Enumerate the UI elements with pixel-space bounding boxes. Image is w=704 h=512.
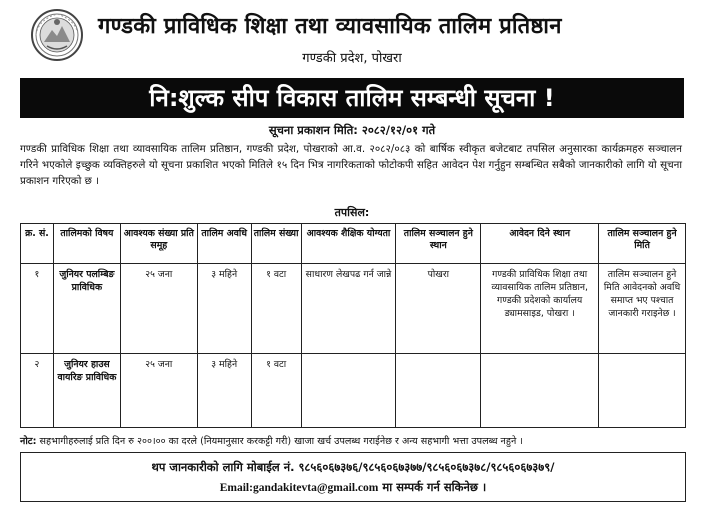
note-text: सहभागीहरुलाई प्रति दिन रु २००।०० का दरले (नियमानुसार करकट्टी गरी) खाजा खर्च उपलब्ध गराईनेछ र अन्य सहभागी भत्ता उपलब्ध नहुने । (36, 436, 523, 447)
apply-place-cell: गण्डकी प्राविधिक शिक्षा तथा व्यावसायिक तालिम प्रतिष्ठान, गण्डकी प्रदेशको कार्यालय ड्यामसाइड, पोखरा । (481, 264, 599, 354)
header-cell: आवश्यक संख्या प्रति समूह (120, 224, 197, 264)
header-cell: आवेदन दिने स्थान (481, 224, 599, 264)
details-heading: तपसिल: (334, 206, 370, 219)
venue-cell: पोखरा (396, 264, 481, 354)
header-cell: तालिम संख्या (251, 224, 301, 264)
count-cell: २५ जना (120, 354, 197, 428)
duration-cell: ३ महिने (197, 264, 251, 354)
email-address: Email:gandakitevta@gmail.com (219, 482, 379, 494)
org-title: गण्डकी प्राविधिक शिक्षा तथा व्यावसायिक तालिम प्रतिष्ठान (98, 14, 562, 39)
number-cell: १ वटा (251, 264, 301, 354)
serial-cell: २ (21, 354, 54, 428)
header-cell: तालिम अवधि (197, 224, 251, 264)
table-row (21, 354, 686, 428)
qualification-cell (301, 354, 396, 428)
serial-cell: १ (21, 264, 54, 354)
notice-banner: नि:शुल्क सीप विकास तालिम सम्बन्धी सूचना ! (20, 78, 684, 118)
contact-footer (20, 452, 686, 502)
contact-email-line (21, 480, 685, 495)
header-cell: आवश्यक शैक्षिक योग्यता (301, 224, 396, 264)
header (6, 0, 698, 76)
org-subtitle: गण्डकी प्रदेश, पोखरा (302, 51, 402, 66)
header-cell: तालिम सञ्चालन हुने मिति (599, 224, 686, 264)
count-cell: २५ जना (120, 264, 197, 354)
header-cell: तालिम सञ्चालन हुने स्थान (396, 224, 481, 264)
subject-cell: जुनियर हाउस वायरिङ प्राविधिक (53, 354, 120, 428)
subject-cell: जुनियर पलम्बिङ प्राविधिक (53, 264, 120, 354)
publication-date: सूचना प्रकाशन मिति: २०८२/१२/०१ गते (268, 123, 436, 137)
duration-cell: ३ महिने (197, 354, 251, 428)
qualification-cell: साधारण लेखपढ गर्न जान्ने (301, 264, 396, 354)
header-cell: तालिमको विषय (53, 224, 120, 264)
header-cell: क्र. सं. (21, 224, 54, 264)
apply-place-cell (481, 354, 599, 428)
start-date-cell (599, 354, 686, 428)
note-label: नोट: (20, 436, 37, 447)
note (20, 434, 690, 447)
notice-paragraph: गण्डकी प्राविधिक शिक्षा तथा व्यावसायिक तालिम प्रतिष्ठान, गण्डकी प्रदेश, पोखराको आ.व. २०८२/०८३ को बार्षिक स्वीकृत बजेटबाट तपसिल अनुसारका कार्यक्रमहरु सञ्चालन गरिने भएकोले इच्छुक व्यक्तिहरुले यो सूचना प्रकाशित भएको मितिले १५ दिन भित्र नागरिकताको फोटोकपी सहित आवेदन पेश गर्नुहुन सम्बन्धित सबैको जानकारीको लागि यो सूचना प्रकाशन गरिएको छ । (20, 143, 682, 187)
email-suffix: मा सम्पर्क गर्न सकिनेछ । (378, 480, 487, 494)
training-table (20, 223, 686, 428)
contact-phone-line: थप जानकारीको लागि मोबाईल नं. ९८५६०६७३७६/९८५६०६७३७७/९८५६०६७३७८/९८५६०६७३७९/ (151, 460, 555, 474)
start-date-cell: तालिम सञ्चालन हुने मिति आवेदनको अवधि समाप्त भए पश्चात जानकारी गराइनेछ । (599, 264, 686, 354)
table-header-row (21, 224, 686, 264)
venue-cell (396, 354, 481, 428)
table-row (21, 264, 686, 354)
number-cell: १ वटा (251, 354, 301, 428)
